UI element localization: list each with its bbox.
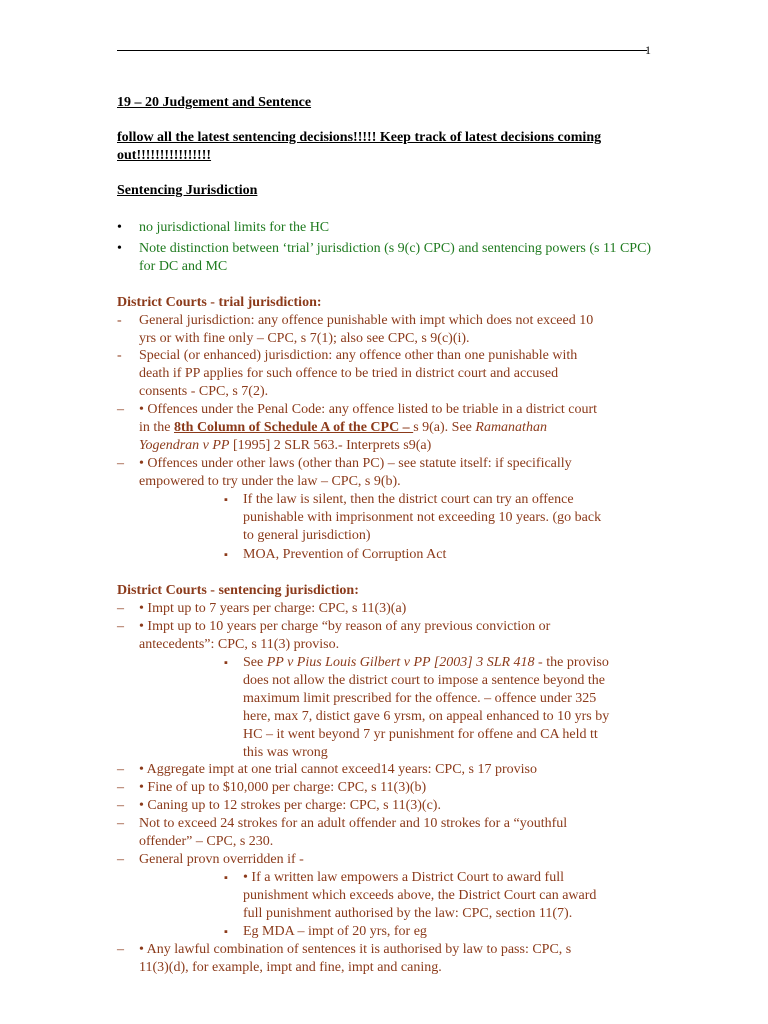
square-marker: ▪ [224, 926, 228, 938]
dash-marker: – [117, 780, 124, 795]
trial-text: [1995] 2 SLR 563.- Interprets s9(a) [229, 438, 432, 453]
bullet-distinction-cont: for DC and MC [139, 259, 228, 274]
trial-line [139, 437, 431, 455]
dash-marker: – [117, 601, 124, 616]
hyphen-marker: - [117, 348, 122, 363]
trial-line: • Offences under the Penal Code: any offence listed to be triable in a district court [139, 402, 598, 417]
sentencing-line: • Caning up to 12 strokes per charge: CPC, s 11(3)(c). [139, 798, 441, 813]
trial-line: death if PP applies for such offence to be tried in district court and accused [139, 366, 559, 381]
dash-marker: – [117, 852, 124, 867]
trial-line [139, 419, 547, 437]
case-citation: PP v Pius Louis Gilbert v PP [2003] 3 SLR 418 [266, 655, 535, 670]
trial-subpoint: punishable with imprisonment not exceeding 10 years. (go back [243, 510, 602, 525]
sentencing-line: antecedents”: CPC, s 11(3) proviso. [139, 637, 340, 652]
sentencing-line: • Aggregate impt at one trial cannot exceed14 years: CPC, s 17 proviso [139, 762, 537, 777]
square-marker: ▪ [224, 549, 228, 561]
sentencing-subpoint: Eg MDA – impt of 20 yrs, for eg [243, 924, 427, 939]
sentencing-subpoint: full punishment authorised by the law: CPC, section 11(7). [243, 906, 573, 921]
trial-text: s 9(a). See [413, 420, 476, 435]
sentencing-text: See [243, 655, 267, 670]
trial-line: • Offences under other laws (other than PC) – see statute itself: if specifically [139, 456, 572, 471]
sentencing-line: • Any lawful combination of sentences it is authorised by law to pass: CPC, s [139, 942, 572, 957]
sentencing-line: • Fine of up to $10,000 per charge: CPC, s 11(3)(b) [139, 780, 427, 795]
trial-subpoint: MOA, Prevention of Corruption Act [243, 547, 447, 562]
sentencing-subpoint: this was wrong [243, 745, 328, 760]
sentencing-subpoint: here, max 7, distict gave 6 yrsm, on appeal enhanced to 10 yrs by [243, 709, 610, 724]
sentencing-line: 11(3)(d), for example, impt and fine, impt and caning. [139, 960, 442, 975]
page-number: 1 [645, 43, 651, 57]
square-marker: ▪ [224, 657, 228, 669]
hyphen-marker: - [117, 313, 122, 328]
case-name: Yogendran v PP [139, 438, 230, 453]
square-marker: ▪ [224, 494, 228, 506]
bullet-marker: • [117, 220, 122, 235]
page-title: 19 – 20 Judgement and Sentence [117, 95, 312, 110]
bullet-distinction: Note distinction between ‘trial’ jurisdiction (s 9(c) CPC) and sentencing powers (s 11 CPC) [139, 241, 652, 256]
trial-heading: District Courts - trial jurisdiction: [117, 295, 322, 310]
sentencing-subpoint: • If a written law empowers a District Court to award full [243, 870, 564, 885]
sentencing-subpoint: punishment which exceeds above, the District Court can award [243, 888, 597, 903]
sentencing-line: General provn overridden if - [139, 852, 304, 867]
trial-text: in the [139, 420, 174, 435]
sentencing-heading: District Courts - sentencing jurisdiction: [117, 583, 359, 598]
bullet-marker: • [117, 241, 122, 256]
trial-line: yrs or with fine only – CPC, s 7(1); also see CPC, s 9(c)(i). [139, 331, 470, 346]
sentencing-line: offender” – CPC, s 230. [139, 834, 274, 849]
sentencing-subpoint: HC – it went beyond 7 yr punishment for offene and CA held tt [243, 727, 598, 742]
dash-marker: – [117, 762, 124, 777]
alert-line-1: follow all the latest sentencing decisions!!!!! Keep track of latest decisions coming [117, 130, 602, 145]
dash-marker: – [117, 402, 124, 417]
sentencing-text: - the proviso [534, 655, 609, 670]
square-marker: ▪ [224, 872, 228, 884]
case-name: Ramanathan [475, 420, 547, 435]
sentencing-line: • Impt up to 10 years per charge “by reason of any previous conviction or [139, 619, 551, 634]
sentencing-line: • Impt up to 7 years per charge: CPC, s 11(3)(a) [139, 601, 407, 616]
dash-marker: – [117, 942, 124, 957]
trial-line: consents - CPC, s 7(2). [139, 384, 269, 399]
schedule-reference: 8th Column of Schedule A of the CPC – [174, 420, 414, 435]
dash-marker: – [117, 816, 124, 831]
sentencing-subpoint: does not allow the district court to impose a sentence beyond the [243, 673, 605, 688]
trial-line: General jurisdiction: any offence punishable with impt which does not exceed 10 [139, 313, 594, 328]
trial-line: Special (or enhanced) jurisdiction: any offence other than one punishable with [139, 348, 578, 363]
dash-marker: – [117, 456, 124, 471]
dash-marker: – [117, 798, 124, 813]
sentencing-subpoint [243, 654, 609, 672]
trial-line: empowered to try under the law – CPC, s 9(b). [139, 474, 401, 489]
sentencing-line: Not to exceed 24 strokes for an adult offender and 10 strokes for a “youthful [139, 816, 568, 831]
bullet-hc-limits: no jurisdictional limits for the HC [139, 220, 330, 235]
alert-line-2: out!!!!!!!!!!!!!!!! [117, 148, 212, 163]
header-rule [117, 50, 647, 51]
trial-subpoint: to general jurisdiction) [243, 528, 371, 543]
sentencing-subpoint: maximum limit prescribed for the offence. – offence under 325 [243, 691, 597, 706]
dash-marker: – [117, 619, 124, 634]
section-heading: Sentencing Jurisdiction [117, 183, 258, 198]
trial-subpoint: If the law is silent, then the district court can try an offence [243, 492, 574, 507]
